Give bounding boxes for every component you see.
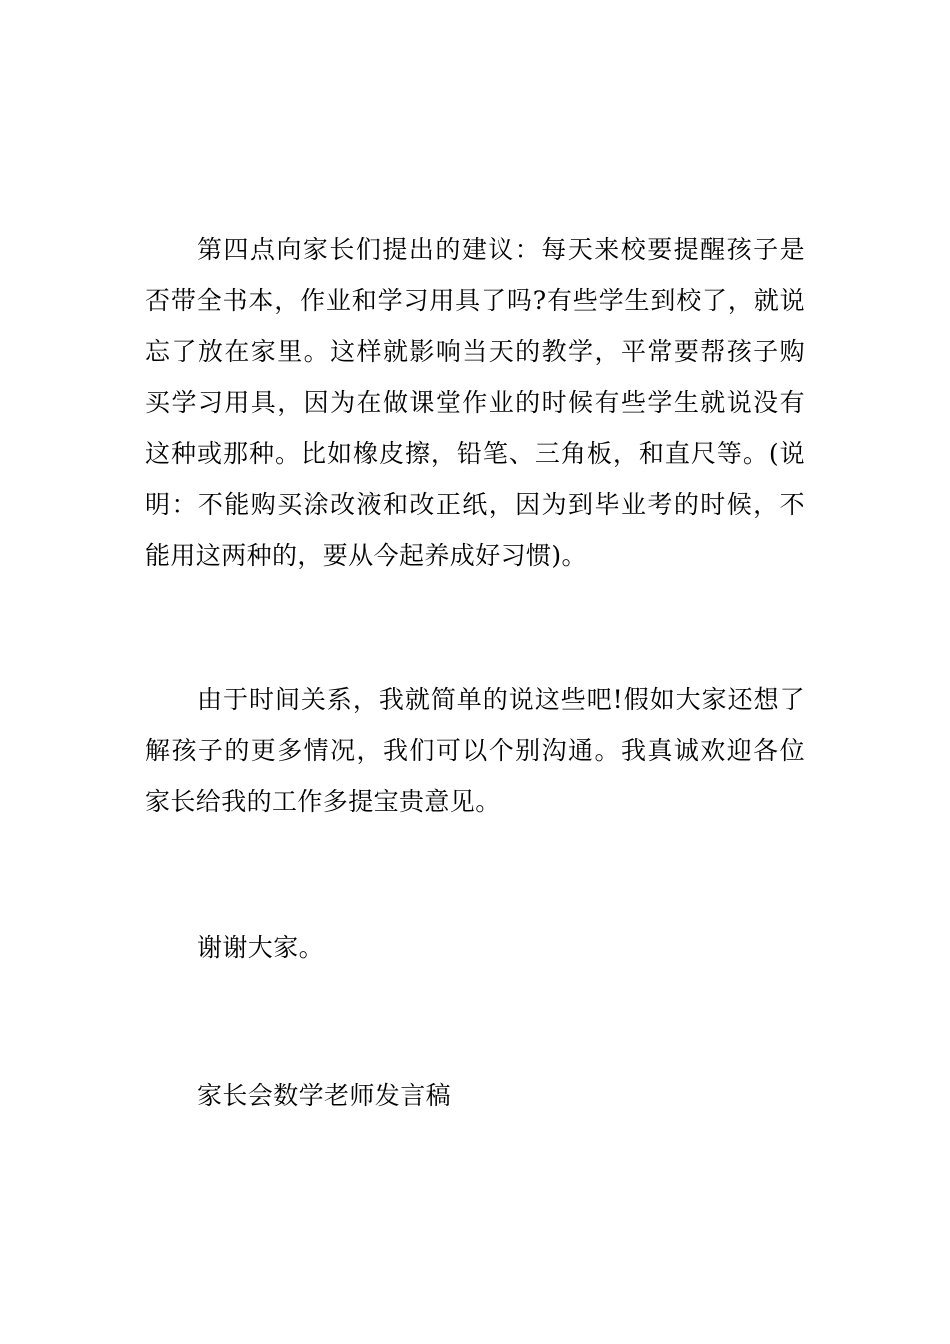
paragraph-parent-suggestions: 第四点向家长们提出的建议：每天来校要提醒孩子是否带全书本，作业和学习用具了吗?有些学生到校了，就说忘了放在家里。这样就影响当天的教学，平常要帮孩子购买学习用具，因为在做课堂作业的时候有些学生就说没有这种或那种。比如橡皮擦，铅笔、三角板，和直尺等。(说明：不能购买涂改液和改正纸，因为到毕业考的时候，不能用这两种的，要从今起养成好习惯)。 xyxy=(145,235,805,570)
paragraph-thanks: 谢谢大家。 xyxy=(197,933,325,962)
paragraph-closing-remarks: 由于时间关系，我就简单的说这些吧!假如大家还想了解孩子的更多情况，我们可以个别沟通。我真诚欢迎各位家长给我的工作多提宝贵意见。 xyxy=(145,685,805,816)
section-title: 家长会数学老师发言稿 xyxy=(197,1081,452,1110)
